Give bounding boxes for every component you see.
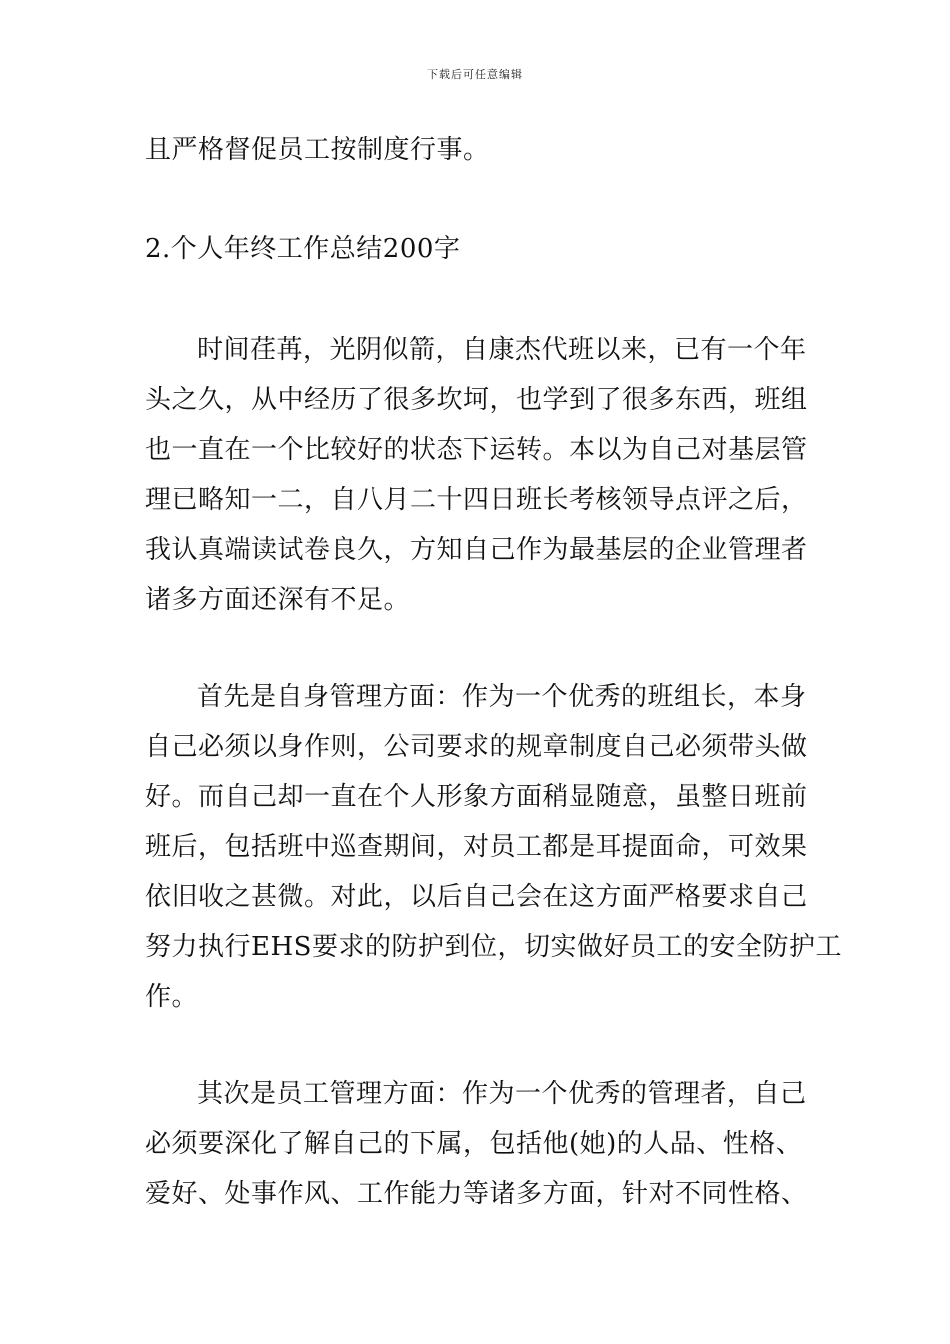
text-line: 时间荏苒，光阴似箭，自康杰代班以来，已有一个年 <box>197 335 807 365</box>
text-line: 理已略知一二，自八月二十四日班长考核领导点评之后， <box>145 485 808 515</box>
text-line: 头之久，从中经历了很多坎坷，也学到了很多东西，班组 <box>145 385 808 415</box>
text-line: 必须要深化了解自己的下属，包括他(她)的人品、性格、 <box>145 1129 803 1159</box>
text-line: 作。 <box>145 982 199 1012</box>
text-line: 爱好、处事作风、工作能力等诸多方面，针对不同性格、 <box>145 1179 808 1209</box>
text-line: 诸多方面还深有不足。 <box>145 585 411 615</box>
text-line: 其次是员工管理方面：作为一个优秀的管理者，自己 <box>197 1079 807 1109</box>
text-line: 努力执行EHS要求的防护到位，切实做好员工的安全防护工 <box>145 932 842 962</box>
text-line: 我认真端读试卷良久，方知自己作为最基层的企业管理者 <box>145 535 808 565</box>
text-line: 也一直在一个比较好的状态下运转。本以为自己对基层管 <box>145 435 808 465</box>
section-heading: 2.个人年终工作总结200字 <box>145 234 461 264</box>
text-line: 班后，包括班中巡查期间，对员工都是耳提面命，可效果 <box>145 832 808 862</box>
header-note: 下载后可任意编辑 <box>427 68 523 81</box>
text-line: 依旧收之甚微。对此，以后自己会在这方面严格要求自己 <box>145 882 808 912</box>
text-line: 且严格督促员工按制度行事。 <box>145 135 490 165</box>
text-line: 首先是自身管理方面：作为一个优秀的班组长，本身 <box>197 682 807 712</box>
text-line: 好。而自己却一直在个人形象方面稍显随意，虽整日班前 <box>145 782 808 812</box>
text-line: 自己必须以身作则，公司要求的规章制度自己必须带头做 <box>145 732 808 762</box>
